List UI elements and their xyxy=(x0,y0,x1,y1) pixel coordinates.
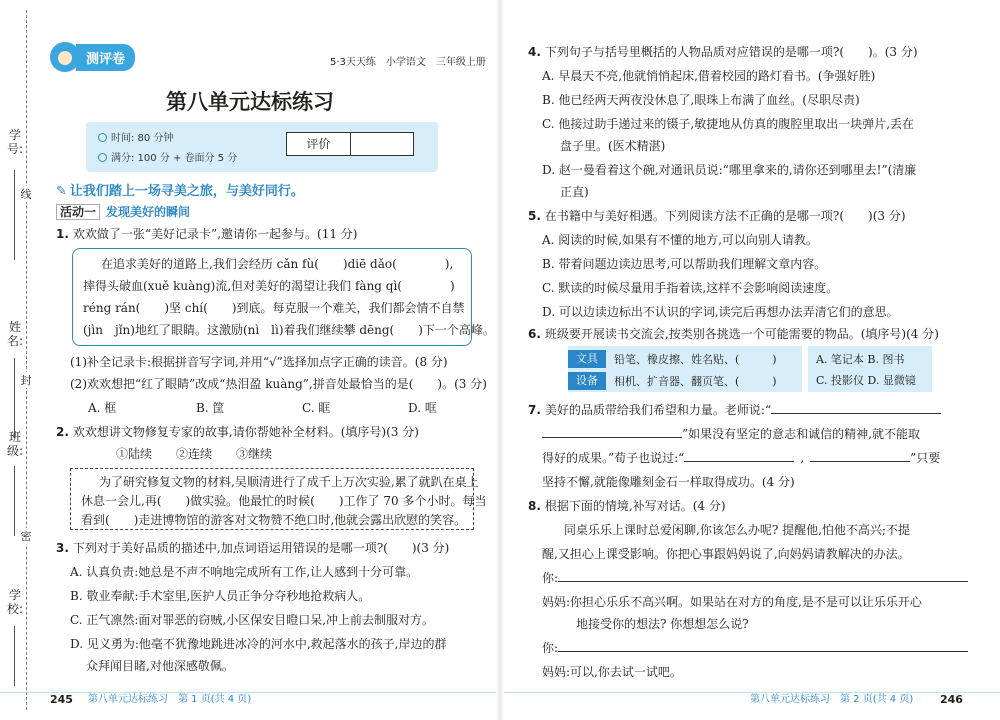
table-row-equipment xyxy=(568,370,777,391)
test-badge xyxy=(50,42,135,72)
option-b[interactable]: B. 带着问题边读边思考,可以帮助我们理解文章内容。 xyxy=(542,257,827,271)
evaluation-box xyxy=(286,132,414,156)
option-a[interactable]: A. 框 xyxy=(88,401,117,415)
speaker-label: 你: xyxy=(542,571,559,585)
answer-line-2[interactable] xyxy=(558,640,968,652)
score-text: 满分: 100 分 + 卷面分 5 分 xyxy=(111,153,238,164)
question-1-part-2: (2)欢欢想把“红了眼睛”改成“热泪盈 kuàng”,拼音处最恰当的是( )。(3 分) xyxy=(70,377,487,391)
row-items: 铅笔、橡皮擦、姓名贴、( ) xyxy=(614,352,777,366)
cut-mark-line: 线 xyxy=(20,188,32,201)
question-stem: 班级要开展读书交流会,按类别各挑选一个可能需要的物品。(填序号)(4 分) xyxy=(544,327,939,341)
scene-line: 醒,又担心上课受影响。你把心事跟妈妈说了,向妈妈请教解决的办法。 xyxy=(542,547,910,561)
question-stem: 下列对于美好品质的描述中,加点词语运用错误的是哪一项?( )(3 分) xyxy=(72,541,450,555)
question-stem: 美好的品质带给我们希望和力量。老师说:“ xyxy=(544,403,772,417)
slogan xyxy=(56,180,304,199)
activity-title: 发现美好的瞬间 xyxy=(106,205,191,219)
card-line: 在追求美好的道路上,我们会经历 cǎn fù( )diē dǎo( ), xyxy=(101,257,454,271)
page-title: 第八单元达标练习 xyxy=(166,90,334,114)
class-field[interactable] xyxy=(14,466,15,536)
quote-blank-3[interactable] xyxy=(810,450,910,462)
comma: , xyxy=(800,451,805,465)
option-d[interactable]: D. 见义勇为:他毫不犹豫地跳进冰冷的河水中,救起落水的孩子,岸边的群 xyxy=(70,637,447,651)
question-2 xyxy=(56,424,419,440)
option-d-continued: 众拜闻目睹,对他深感敬佩。 xyxy=(86,659,234,673)
question-7-line xyxy=(542,426,920,442)
dialog-mom-1-continued: 地接受你的想法? 你想想怎么说? xyxy=(576,617,749,631)
page-footer: 第八单元达标练习 第 1 页(共 4 页) xyxy=(88,694,252,705)
option-a[interactable]: A. 认真负责:她总是不声不响地完成所有工作,让人感到十分可靠。 xyxy=(70,565,419,579)
activity-tag: 活动一 xyxy=(56,204,100,220)
question-text: ”如果没有坚定的意志和诚信的精神,就不能取 xyxy=(682,427,920,441)
record-card xyxy=(72,248,495,346)
question-8 xyxy=(528,498,726,514)
school-label: 学校: xyxy=(6,588,24,616)
items-option-line[interactable]: C. 投影仪 D. 显微镜 xyxy=(816,374,916,387)
material-line: 为了研究修复文物的材料,吴顺清进行了成千上万次实验,累了就趴在桌上 xyxy=(99,475,479,489)
question-number: 7. xyxy=(528,403,541,417)
page-number: 246 xyxy=(940,693,963,706)
material-box xyxy=(70,468,487,530)
option-a[interactable]: A. 早晨天不亮,他就悄悄起床,借着校园的路灯看书。(争强好胜) xyxy=(542,69,876,83)
option-b[interactable]: B. 他已经两天两夜没休息了,眼珠上布满了血丝。(尽职尽责) xyxy=(542,93,860,107)
dialog-mom-1: 妈妈:你担心乐乐不高兴啊。如果站在对方的角度,是不是可以让乐乐开心 xyxy=(542,595,922,609)
material-line: 休息一会儿,再( )做实验。他最忙的时候( )工作了 70 多个小时。每当 xyxy=(81,494,487,508)
row-tag: 设备 xyxy=(568,372,606,390)
option-c[interactable]: C. 默读的时候尽量用手指着读,这样不会影响阅读速度。 xyxy=(542,281,839,295)
page-number: 245 xyxy=(50,693,73,706)
question-stem: 欢欢想讲文物修复专家的故事,请你帮她补全材料。(填序号)(3 分) xyxy=(72,425,419,439)
option-d[interactable]: D. 可以边读边标出不认识的字词,读完后再想办法弄清它们的意思。 xyxy=(542,305,899,319)
table-row-stationery xyxy=(568,348,777,369)
question-stem: 欢欢做了一张“美好记录卡”,邀请你一起参与。(11 分) xyxy=(72,227,358,241)
question-4 xyxy=(528,44,918,60)
option-d-continued: 正直) xyxy=(560,185,589,199)
option-a[interactable]: A. 阅读的时候,如果有不懂的地方,可以向别人请教。 xyxy=(542,233,818,247)
question-1-part-1: (1)补全记录卡:根据拼音写字词,并用“√”选择加点字正确的读音。(8 分) xyxy=(70,355,448,369)
card-line: réng rán( )坚 chí( )到底。每克服一个难关，我们都会情不自禁 xyxy=(83,301,465,315)
question-2-choices: ①陆续 ②连续 ③继续 xyxy=(116,447,273,461)
student-id-field[interactable] xyxy=(14,170,15,260)
question-number: 5. xyxy=(528,209,541,223)
clock-icon xyxy=(98,133,107,142)
items-option-line[interactable]: A. 笔记本 B. 图书 xyxy=(816,353,905,366)
dialog-you-1 xyxy=(542,570,968,586)
info-box xyxy=(86,122,438,172)
option-c[interactable]: C. 眶 xyxy=(302,401,331,415)
name-label: 姓名: xyxy=(6,320,24,348)
option-c[interactable]: C. 正气凛然:面对罪恶的窃贼,小区保安目瞪口呆,冲上前去制服对方。 xyxy=(70,613,435,627)
question-number: 8. xyxy=(528,499,541,513)
question-stem: 下列句子与括号里概括的人物品质对应错误的是哪一项?( )。(3 分) xyxy=(544,45,918,59)
activity-heading xyxy=(56,203,190,220)
material-line: 看到( )走进博物馆的游客对文物赞不绝口时,他就会露出欣慰的笑容。 xyxy=(81,513,467,527)
pen-icon: ✎ xyxy=(56,184,67,199)
option-d[interactable]: D. 赵一曼看着这个碗,对通讯员说:“哪里拿来的,请你还到哪里去!”(清廉 xyxy=(542,163,917,177)
question-1 xyxy=(56,226,357,242)
evaluation-field[interactable] xyxy=(351,133,413,155)
option-b[interactable]: B. 敬业奉献:手术室里,医护人员正争分夺秒地抢救病人。 xyxy=(70,589,371,603)
answer-line-1[interactable] xyxy=(558,570,968,582)
quote-blank-1[interactable] xyxy=(771,402,941,414)
question-number: 6. xyxy=(528,327,541,341)
question-text: 得好的成果。”荀子也说过:“ xyxy=(542,451,685,465)
time-info xyxy=(98,129,173,144)
question-3 xyxy=(56,540,449,556)
scene-line: 同桌乐乐上课时总爱闲聊,你该怎么办呢? 提醒他,怕他不高兴;不提 xyxy=(564,523,910,537)
cut-mark-seal: 封 xyxy=(20,374,32,387)
question-number: 3. xyxy=(56,541,69,555)
series-label: 5·3天天练 小学语文 三年级上册 xyxy=(330,57,486,68)
question-text: ”只要 xyxy=(910,451,941,465)
row-tag: 文具 xyxy=(568,350,606,368)
option-d[interactable]: D. 哐 xyxy=(408,401,437,415)
evaluation-label: 评价 xyxy=(287,133,351,155)
center-fold xyxy=(496,0,504,720)
question-number: 4. xyxy=(528,45,541,59)
card-line: (jìn jǐn)地红了眼睛。这激励(nì lì)着我们继续攀 dēng( )下一个高峰。 xyxy=(83,323,495,337)
question-5 xyxy=(528,208,906,224)
dialog-you-2 xyxy=(542,640,968,656)
quote-blank-2[interactable] xyxy=(684,450,794,462)
question-7-line: 坚持不懈,就能像雕刻金石一样取得成功。(4 分) xyxy=(542,475,795,489)
question-number: 2. xyxy=(56,425,69,439)
class-label: 班级: xyxy=(6,430,24,458)
quote-blank-1-continued[interactable] xyxy=(542,426,682,438)
question-6 xyxy=(528,326,939,342)
school-field[interactable] xyxy=(14,626,15,686)
question-stem: 根据下面的情境,补写对话。(4 分) xyxy=(544,499,726,513)
check-icon xyxy=(98,153,107,162)
items-options-box xyxy=(802,346,932,392)
time-text: 时间: 80 分钟 xyxy=(111,133,174,144)
speaker-label: 你: xyxy=(542,641,559,655)
option-c[interactable]: C. 他接过助手递过来的镊子,敏捷地从仿真的腹腔里取出一块弹片,丢在 xyxy=(542,117,915,131)
mascot-icon xyxy=(50,42,80,72)
option-c-continued: 盘子里。(医术精湛) xyxy=(560,139,666,153)
option-b[interactable]: B. 筐 xyxy=(196,401,225,415)
page-footer: 第八单元达标练习 第 2 页(共 4 页) xyxy=(750,694,914,705)
slogan-text: 让我们踏上一场寻美之旅，与美好同行。 xyxy=(69,184,304,199)
question-stem: 在书籍中与美好相遇。下列阅读方法不正确的是哪一项?( )(3 分) xyxy=(544,209,906,223)
card-line: 摔得头破血(xuě kuàng)流,但对美好的渴望让我们 fàng qì( ) xyxy=(83,279,455,293)
question-7 xyxy=(528,402,941,418)
row-items: 相机、扩音器、翻页笔、( ) xyxy=(614,374,777,388)
badge-label: 测评卷 xyxy=(76,44,135,71)
question-number: 1. xyxy=(56,227,69,241)
items-table xyxy=(568,346,932,392)
student-id-label: 学号: xyxy=(6,128,24,156)
question-7-line xyxy=(542,450,940,466)
name-field[interactable] xyxy=(14,358,15,438)
dialog-mom-2: 妈妈:可以,你去试一试吧。 xyxy=(542,665,682,679)
score-info xyxy=(98,149,237,164)
cut-mark-secret: 密 xyxy=(20,530,32,543)
